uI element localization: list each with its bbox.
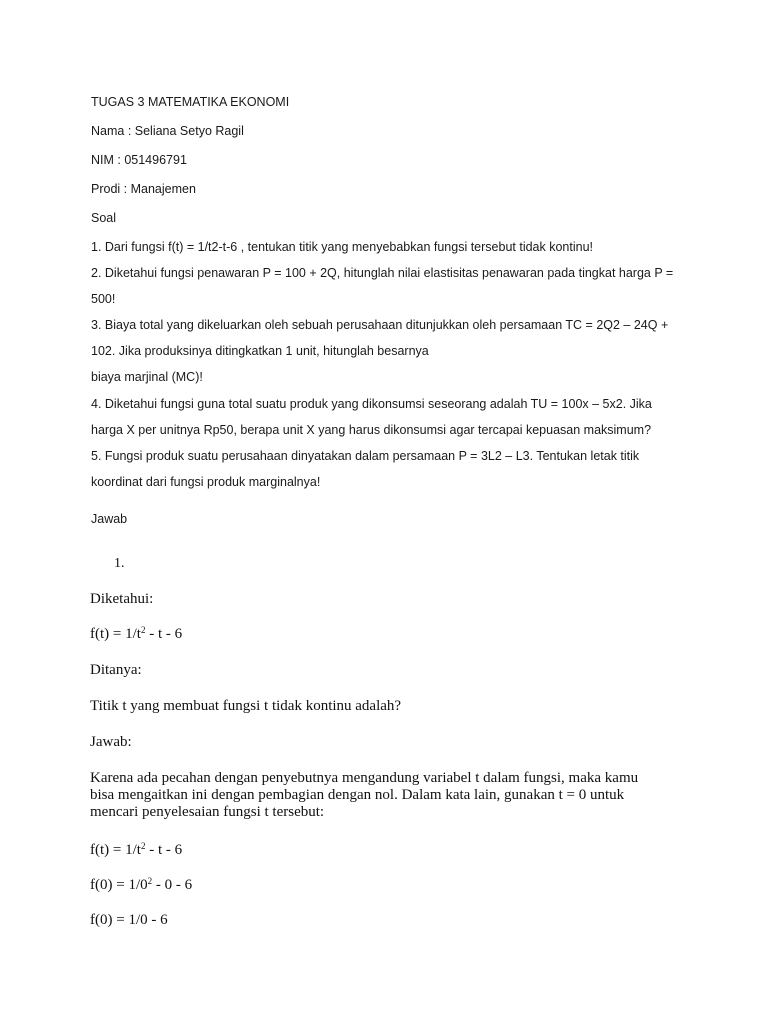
question-5-line-1: 5. Fungsi produk suatu perusahaan dinyatakan dalam persamaan P = 3L2 – L3. Tentukan letak titik [91,449,640,463]
jawab-heading: Jawab [91,512,128,526]
equation-step-2-left: f(0) = 1/0 [90,877,148,893]
equation-step-1-exponent: 2 [140,841,146,851]
question-5-line-2: koordinat dari fungsi produk marginalnya! [91,475,321,489]
student-name: Nama : Seliana Setyo Ragil [91,124,244,138]
equation-given-left: f(t) = 1/t [90,626,141,642]
question-2-line-2: 500! [91,292,116,306]
soal-heading: Soal [91,211,117,225]
question-4-line-1: 4. Diketahui fungsi guna total suatu produk yang dikonsumsi seseorang adalah TU = 100x – 5x2. Jika [91,397,652,411]
question-1: 1. Dari fungsi f(t) = 1/t2-t-6 , tentukan titik yang menyebabkan fungsi tersebut tidak kontinu! [91,240,594,254]
equation-step-1-left: f(t) = 1/t [90,842,141,858]
question-3-line-2: 102. Jika produksinya ditingkatkan 1 unit, hitunglah besarnya [91,344,429,358]
equation-given [90,626,182,643]
answer-number: 1. [114,556,125,571]
student-nim: NIM : 051496791 [91,153,187,167]
equation-given-exponent: 2 [140,625,146,635]
document-title: TUGAS 3 MATEMATIKA EKONOMI [91,95,290,109]
ditanya-label: Ditanya: [90,662,142,678]
diketahui-label: Diketahui: [90,591,154,607]
equation-step-1 [90,842,182,859]
equation-step-2 [90,877,192,894]
equation-step-2-exponent: 2 [147,876,153,886]
question-3-line-3: biaya marjinal (MC)! [91,370,203,384]
question-2-line-1: 2. Diketahui fungsi penawaran P = 100 + 2Q, hitunglah nilai elastisitas penawaran pada tingkat harga P = [91,266,674,280]
student-prodi: Prodi : Manajemen [91,182,196,196]
equation-step-2-right: - 0 - 6 [152,877,193,893]
jawab-label: Jawab: [90,734,132,750]
equation-step-3: f(0) = 1/0 - 6 [90,912,168,928]
question-3-line-1: 3. Biaya total yang dikeluarkan oleh sebuah perusahaan ditunjukkan oleh persamaan TC = 2Q2 – 24Q + [91,318,669,332]
question-4-line-2: harga X per unitnya Rp50, berapa unit X yang harus dikonsumsi agar tercapai kepuasan maksimum? [91,423,652,437]
ditanya-text: Titik t yang membuat fungsi t tidak kontinu adalah? [90,698,402,714]
equation-given-right: - t - 6 [145,626,183,642]
equation-step-1-right: - t - 6 [145,842,183,858]
explanation-paragraph: Karena ada pecahan dengan penyebutnya mengandung variabel t dalam fungsi, maka kamu bisa mengaitkan ini dengan pembagian dengan nol. Dalam kata lain, gunakan t = 0 untuk mencari penyelesaian fungsi t tersebut: [90,770,639,820]
